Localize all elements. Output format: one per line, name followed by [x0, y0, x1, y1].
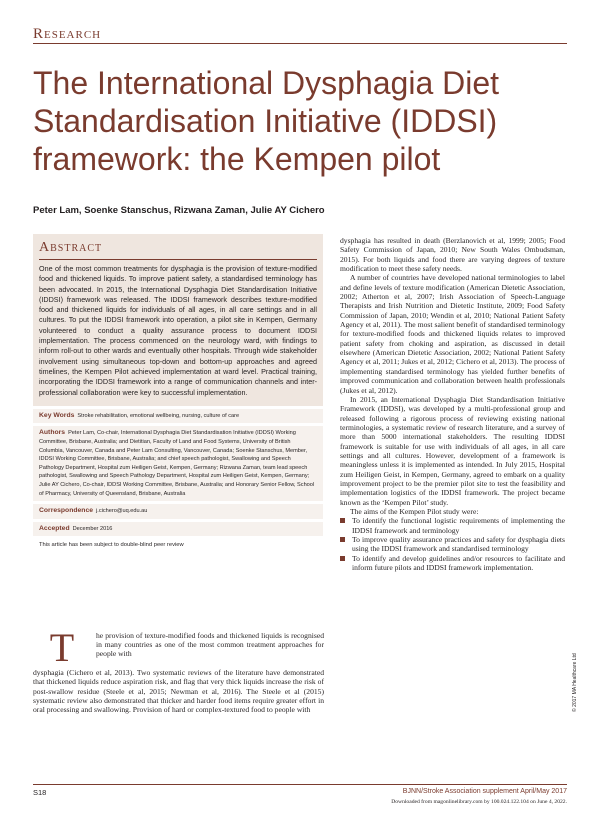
abstract-text: One of the most common treatments for dysphagia is the provision of texture-modified food and thickened liquids. To improve patient safety, a standardised terminology has been advocated. In 2015, the International Dysphagia Diet Standardisation Initiative (IDDSI) framework was released. The IDDSI framework describes texture-modified food and thickened liquids for individuals of all ages, in all care settings and in all cultures. To put the IDDSI framework into operation, a pilot site in Kempen, Germany volunteered to conduct a quality assurance process to document IDDSI implementation. The process commenced on the neurology ward, with findings to inform roll-out to other wards and eventually other hospitals. Through wide stakeholder involvement using simultaneous top-down and bottom-up approaches and agreed timelines, the Kempen Pilot achieved implementation at ward level. Practical training, incorporating the IDDSI framework into a range of communication channels and inter-professional collaboration were key to successful implementation. — [39, 264, 317, 397]
intro-first-lines: he provision of texture-modified foods and thickened liquids is recognised in many countries as one of the most common treatment approaches for people with — [96, 631, 324, 659]
authors-block — [33, 426, 323, 501]
bullet-square-icon — [340, 518, 345, 523]
keywords-block — [33, 409, 323, 424]
authors-label: Authors — [39, 429, 66, 437]
correspondence-email[interactable]: j.cichero@uq.edu.au — [96, 508, 148, 515]
page-number: S18 — [33, 788, 47, 797]
section-rule — [33, 43, 567, 44]
bullet-square-icon — [340, 537, 345, 542]
abstract-box — [33, 234, 323, 406]
peer-review-note: This article has been subject to double-blind peer review — [39, 542, 184, 549]
keywords-text: Stroke rehabilitation, emotional wellbeing, nursing, culture of care — [77, 412, 240, 419]
accepted-label: Accepted — [39, 524, 70, 532]
article-title: The International Dysphagia Diet Standardisation Initiative (IDDSI) framework: the Kempen pilot — [33, 65, 500, 177]
correspondence-label: Correspondence — [39, 507, 94, 515]
correspondence-block — [33, 504, 323, 519]
aim-text: To identify and develop guidelines and/or resources to facilitate and inform future pilots and IDDSI framework implementation. — [352, 553, 565, 573]
intro-paragraph: dysphagia (Cichero et al, 2013). Two systematic reviews of the literature have demonstrated that thickened liquids reduce aspiration risk, and flag that very thick liquids increase the risk of post-swallow residue (Steele et al, 2015; Newman et al, 2016). The Steele et al (2015) systematic review also demonstrated that thicker and harder food items require greater effort in oral processing and swallowing. Provision of hard or complex-textured food to people with — [33, 668, 324, 715]
footer-rule — [33, 784, 567, 785]
author-list: Peter Lam, Soenke Stanschus, Rizwana Zaman, Julie AY Cichero — [33, 205, 325, 216]
download-notice: Downloaded from magonlinelibrary.com by 100.024.122.104 on June 4, 2022. — [391, 799, 567, 805]
aims-list-item — [340, 554, 565, 573]
abstract-heading: Abstract — [39, 240, 317, 260]
body-paragraph-4: The aims of the Kempen Pilot study were: — [350, 506, 479, 516]
bullet-square-icon — [340, 556, 345, 561]
copyright-notice: © 2017 MA Healthcare Ltd — [572, 653, 578, 712]
aims-list-item — [340, 516, 565, 535]
body-paragraph-2: A number of countries have developed national terminologies to label and define levels of texture modification (American Dietetic Association, 2002; Atherton et al, 2007; Irish Association of Speech-Language Therapists and Irish Nutrition and Dietetic Institute, 2009; Food Safety Commission of Japan, 2010; Wendin et al, 2010; National Patient Safety Agency et al, 2011). The most salient benefit of standardised terminology for texture-modified foods and thickened liquids relates to improved patient safety from choking and aspiration, as discussed in detail elsewhere (American Dietetic Association, 2002; National Patient Safety Agency et al, 2011; Jukes et al, 2012; Cichero et al, 2013). The process of implementing standardised terminology has yielded further benefits of improved communication and collaboration between health professionals (Jukes et al, 2012). — [340, 273, 565, 395]
aim-text: To identify the functional logistic requirements of implementing the IDDSI framework and terminology — [352, 516, 565, 535]
right-column — [340, 236, 565, 572]
aim-text: To improve quality assurance practices and safety for dysphagia diets using the IDDSI framework and standardised terminology — [352, 535, 565, 554]
section-label: Research — [33, 26, 102, 42]
drop-cap-letter: T — [49, 625, 75, 670]
drop-cap — [33, 625, 91, 670]
left-column — [33, 234, 323, 548]
accepted-date: December 2016 — [72, 525, 113, 532]
authors-affiliations: Peter Lam, Co-chair, International Dysphagia Diet Standardisation Initiative (IDDSI) Working Committee, Brisbane, Australia; and Dietitian, Faculty of Land and Food Systems, University of British Columbia, Vancouver, Canada and Peter Lam Consulting, Vancouver, Canada; Soenke Stanschus, Member, IDDSI Working Committee, Brisbane, Australia; and chief speech pathologist, Swallowing and Speech Pathology Department, Hospital zum Heiligen Geist, Kempen, Germany; Rizwana Zaman, team lead speech pathologist, Swallowing and Speech Pathology Department, Hospital zum Heiligen Geist, Kempen, Germany; Julie AY Cichero, Co-chair, IDDSI Working Committee, Brisbane, Australia; and Honorary Senior Fellow, School of Pharmacy, University of Queensland, Brisbane, Australia — [39, 430, 315, 497]
journal-footer: BJNN/Stroke Association supplement April/May 2017 — [402, 788, 567, 795]
accepted-block — [33, 522, 323, 537]
body-paragraph-3: In 2015, an International Dysphagia Diet Standardisation Initiative Framework (IDDSI), was developed by a multi-professional group and released following a rigorous process of reviewing existing national terminologies, a systematic review of research literature, and a survey of more than 5000 international stakeholders. The resulting IDDSI framework is suitable for use with individuals of all ages, in all care settings and all cultures. However, development of a framework is meaningless unless it is implemented as intended. In July 2015, Hospital zum Heiligen Geist, in Kempen, Germany, agreed to embark on a quality improvement project to be the premier pilot site to test the feasibility and implementation logistics of the IDDSI framework. The project became known as the ‘Kempen Pilot’ study. — [340, 394, 565, 507]
body-paragraph-1: dysphagia has resulted in death (Berzlanovich et al, 1999; 2005; Food Safety Commission of Japan, 2010; New South Wales Ombudsman, 2015). For both liquids and food there are varying degrees of texture modification to meet these safety needs. — [340, 236, 565, 274]
keywords-label: Key Words — [39, 411, 75, 419]
aims-list — [340, 516, 565, 572]
aims-list-item — [340, 535, 565, 554]
